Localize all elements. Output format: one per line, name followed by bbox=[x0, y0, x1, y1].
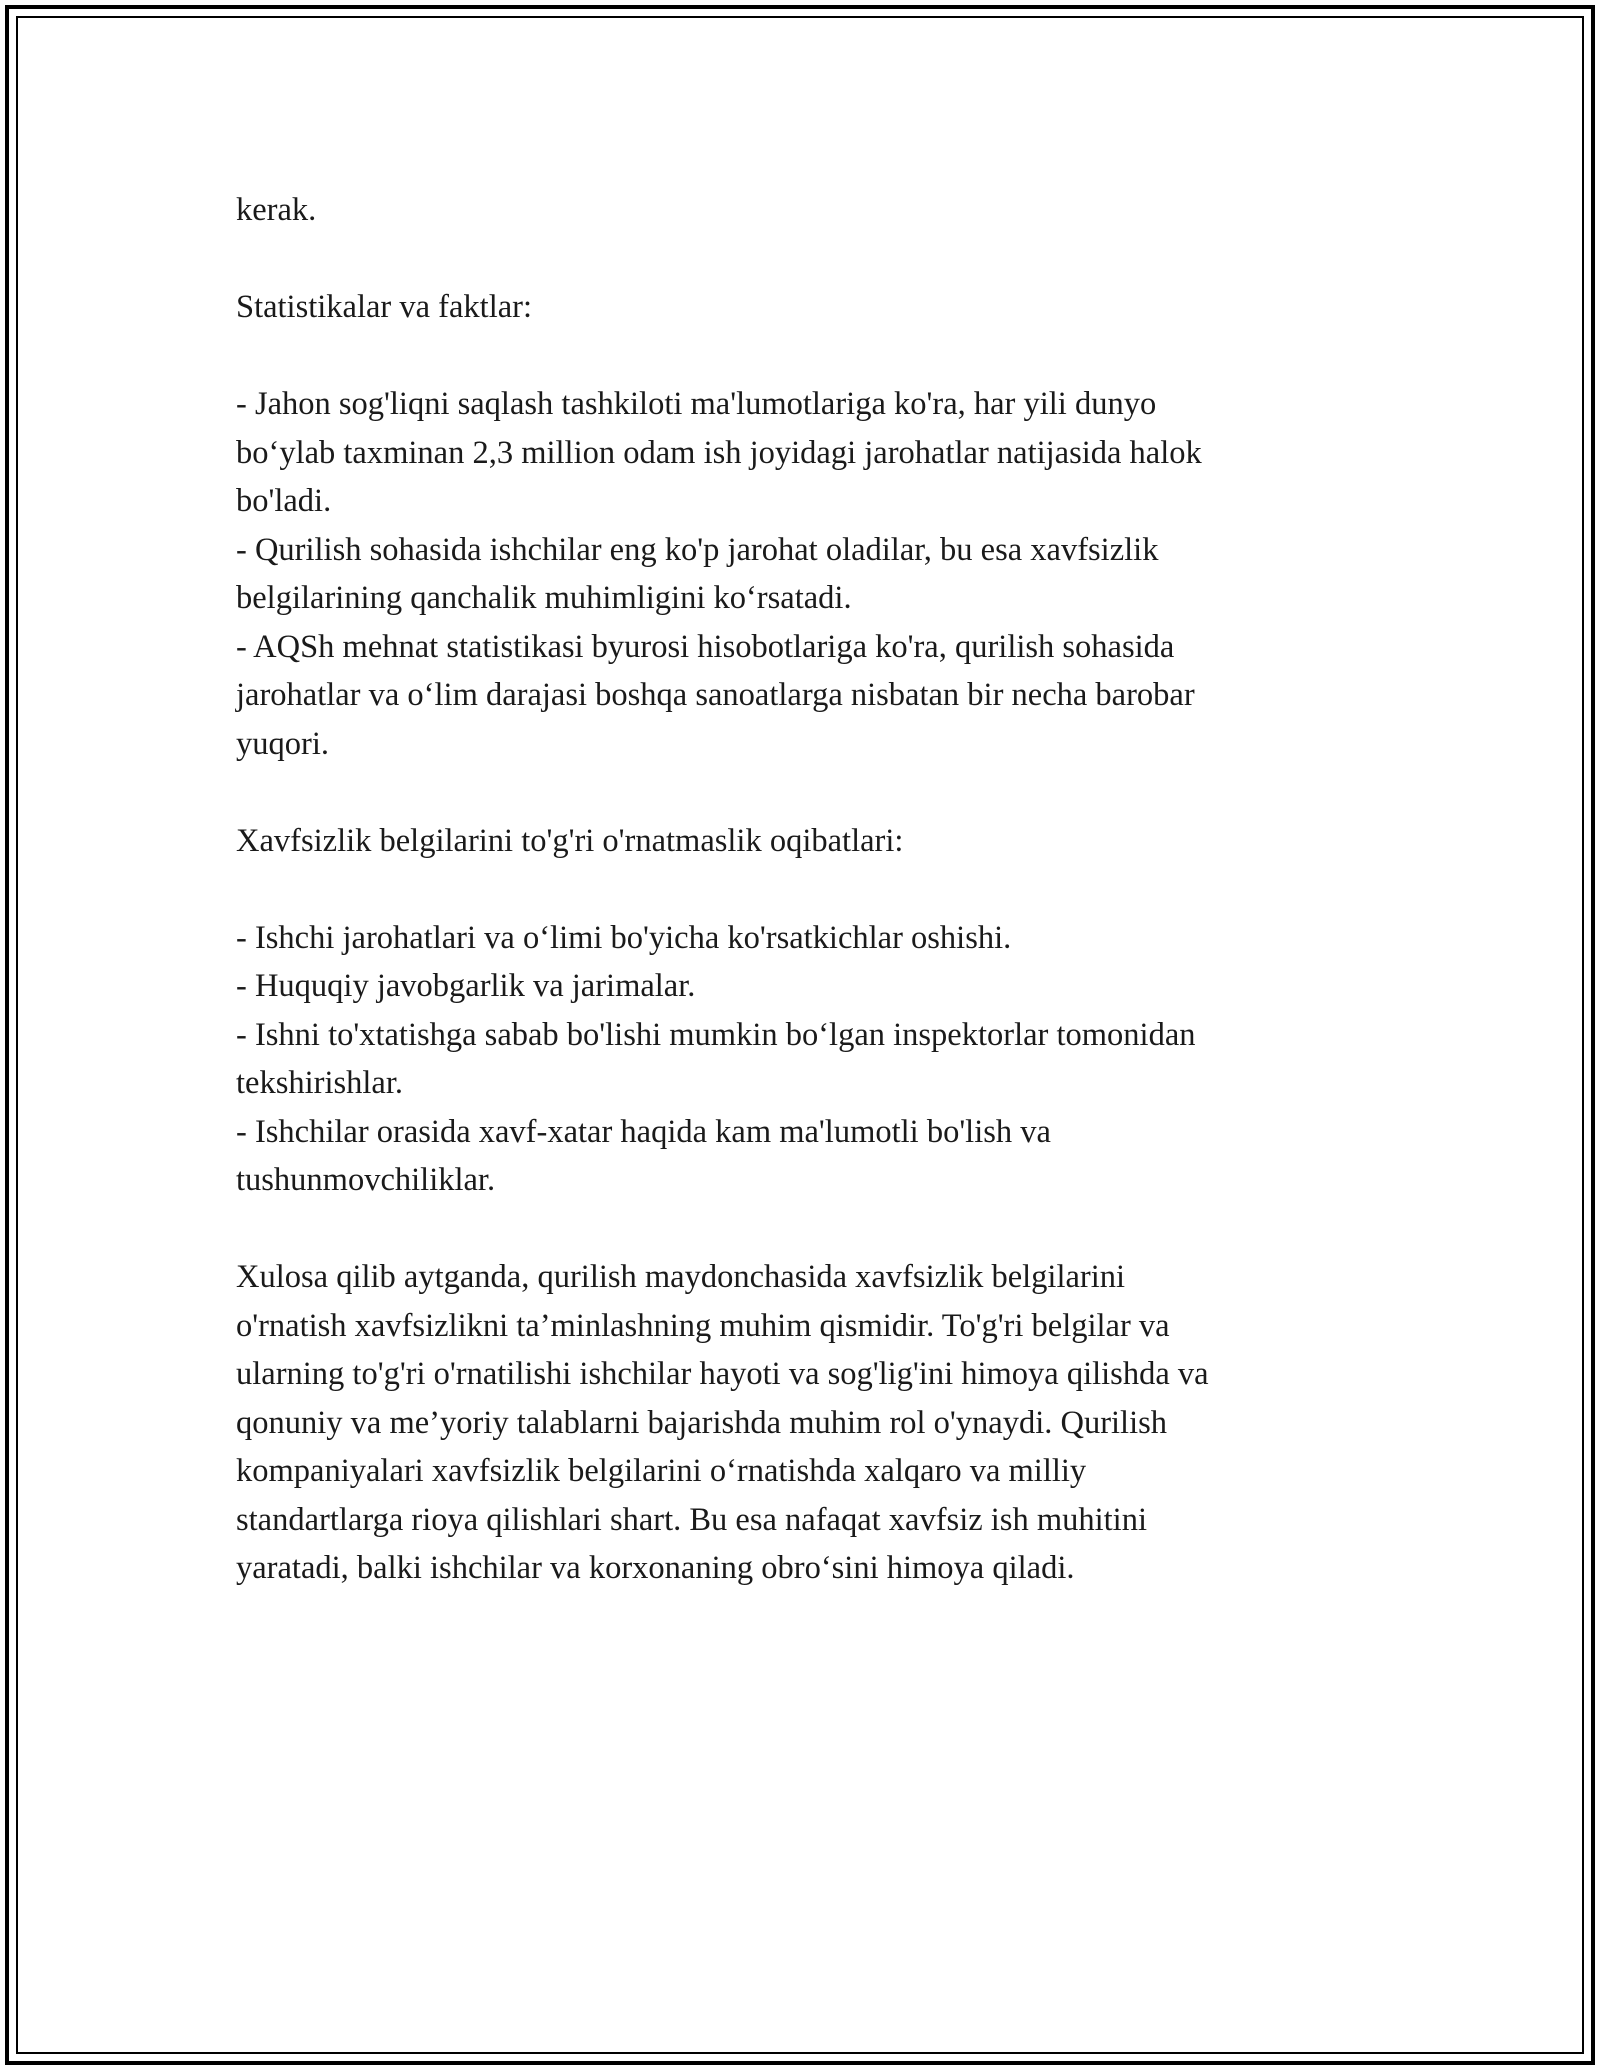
text-line: - Ishchi jarohatlari va o‘limi bo'yicha ko'rsatkichlar oshishi. bbox=[236, 919, 1012, 956]
blank-line bbox=[236, 235, 1366, 284]
text-line: yuqori. bbox=[236, 725, 329, 762]
text-line: ularning to'g'ri o'rnatilishi ishchilar hayoti va sog'lig'ini himoya qilishda va bbox=[236, 1356, 1209, 1392]
blank-line bbox=[236, 1205, 1366, 1254]
text-line: tekshirishlar. bbox=[236, 1065, 403, 1101]
text-line: o'rnatish xavfsizlikni ta’minlashning muhim qismidir. To'g'ri belgilar va bbox=[236, 1307, 1170, 1344]
text-line: Xulosa qilib aytganda, qurilish maydonchasida xavfsizlik belgilarini bbox=[236, 1259, 1126, 1295]
text-line: kompaniyalari xavfsizlik belgilarini o‘rnatishda xalqaro va milliy bbox=[236, 1453, 1087, 1489]
text-line: tushunmovchiliklar. bbox=[236, 1162, 496, 1198]
text-line: kerak. bbox=[236, 192, 317, 228]
text-line: - Ishni to'xtatishga sabab bo'lishi mumkin bo‘lgan inspektorlar tomonidan bbox=[236, 1016, 1196, 1053]
text-line: - Ishchilar orasida xavf-xatar haqida kam ma'lumotli bo'lish va bbox=[236, 1113, 1051, 1150]
text-line: jarohatlar va o‘lim darajasi boshqa sanoatlarga nisbatan bir necha barobar bbox=[236, 677, 1195, 713]
text-line: bo‘ylab taxminan 2,3 million odam ish joyidagi jarohatlar natijasida halok bbox=[236, 434, 1202, 471]
blank-line bbox=[236, 332, 1366, 381]
blank-line bbox=[236, 865, 1366, 914]
text-line: - Huquqiy javobgarlik va jarimalar. bbox=[236, 968, 696, 1004]
text-line: - AQSh mehnat statistikasi byurosi hisobotlariga ko'ra, qurilish sohasida bbox=[236, 628, 1175, 665]
text-line: bo'ladi. bbox=[236, 483, 332, 519]
section-heading-statistics: Statistikalar va faktlar: bbox=[236, 289, 533, 325]
text-line: - Qurilish sohasida ishchilar eng ko'p jarohat oladilar, bu esa xavfsizlik bbox=[236, 531, 1159, 568]
document-body bbox=[236, 186, 1366, 1593]
text-line: yaratadi, balki ishchilar va korxonaning obro‘sini himoya qiladi. bbox=[236, 1550, 1075, 1586]
section-heading-consequences: Xavfsizlik belgilarini to'g'ri o'rnatmaslik oqibatlari: bbox=[236, 822, 904, 859]
text-line: standartlarga rioya qilishlari shart. Bu esa nafaqat xavfsiz ish muhitini bbox=[236, 1501, 1147, 1538]
text-line: belgilarining qanchalik muhimligini ko‘rsatadi. bbox=[236, 580, 852, 616]
text-line: - Jahon sog'liqni saqlash tashkiloti ma'lumotlariga ko'ra, har yili dunyo bbox=[236, 386, 1157, 422]
text-line: qonuniy va me’yoriy talablarni bajarishda muhim rol o'ynaydi. Qurilish bbox=[236, 1404, 1168, 1441]
blank-line bbox=[236, 768, 1366, 817]
